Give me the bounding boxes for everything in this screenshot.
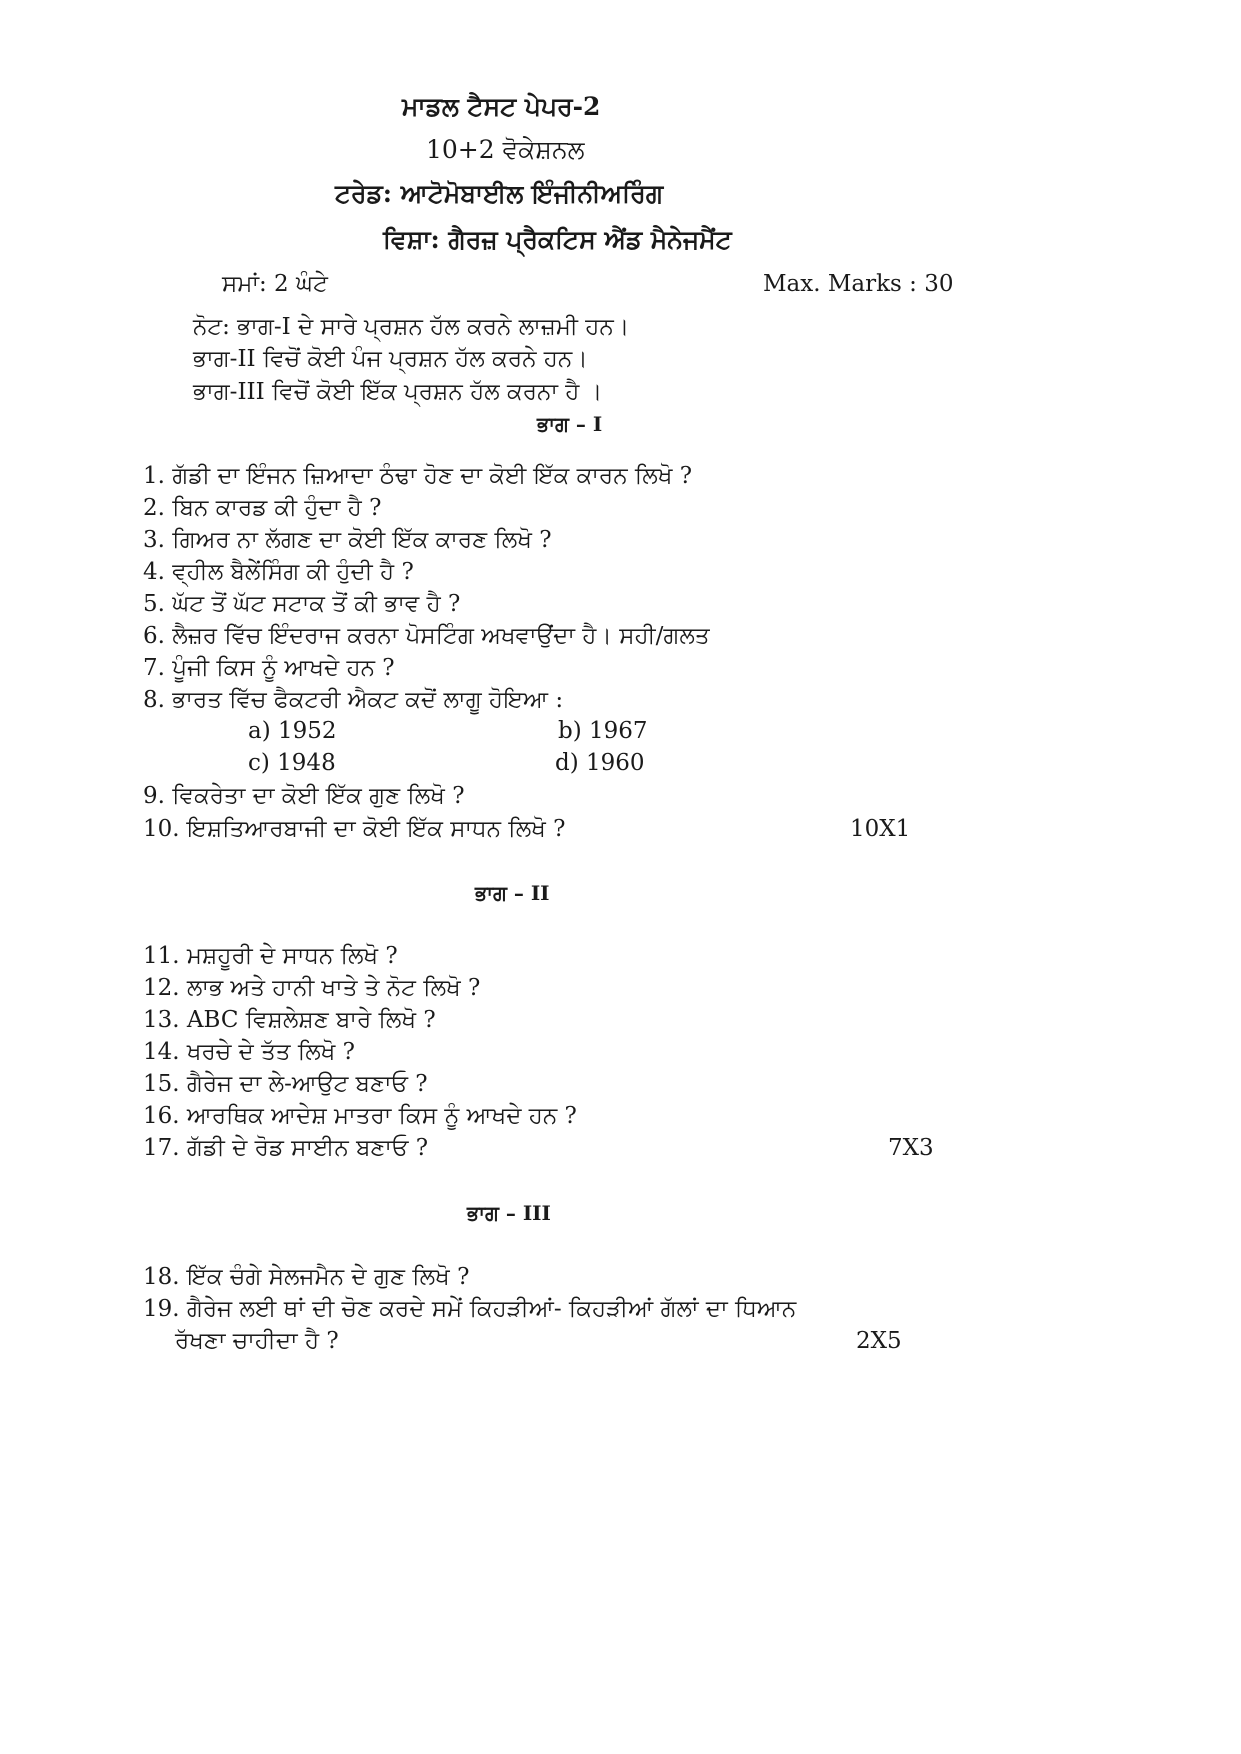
note-line-3: ਭਾਗ-III ਵਿਚੋਂ ਕੋਈ ਇੱਕ ਪ੍ਰਸ਼ਨ ਹੱਲ ਕਰਨਾ ਹੈ । <box>193 379 603 405</box>
question-7: 7. ਪੂੰਜੀ ਕਿਸ ਨੂੰ ਆਖਦੇ ਹਨ ? <box>143 655 395 681</box>
paper-title: ਮਾਡਲ ਟੈਸਟ ਪੇਪਰ-2 <box>402 92 601 121</box>
question-15: 15. ਗੈਰੇਜ ਦਾ ਲੇ-ਆਉਟ ਬਣਾਓ ? <box>143 1071 428 1097</box>
note-line-2: ਭਾਗ-II ਵਿਚੋਂ ਕੋਈ ਪੰਜ ਪ੍ਰਸ਼ਨ ਹੱਲ ਕਰਨੇ ਹਨ। <box>193 346 588 372</box>
max-marks: Max. Marks : 30 <box>763 271 954 297</box>
question-19-continuation: ਰੱਖਣਾ ਚਾਹੀਦਾ ਹੈ ? <box>175 1328 339 1354</box>
option-b: b) 1967 <box>558 718 648 744</box>
section-heading-part-3: ਭਾਗ – III <box>467 1201 551 1225</box>
section-heading-part-1: ਭਾਗ – I <box>537 412 603 436</box>
question-12: 12. ਲਾਭ ਅਤੇ ਹਾਨੀ ਖਾਤੇ ਤੇ ਨੋਟ ਲਿਖੋ ? <box>143 975 481 1001</box>
question-9: 9. ਵਿਕਰੇਤਾ ਦਾ ਕੋਈ ਇੱਕ ਗੁਣ ਲਿਖੋ ? <box>143 783 465 809</box>
question-5: 5. ਘੱਟ ਤੋਂ ਘੱਟ ਸਟਾਕ ਤੋਂ ਕੀ ਭਾਵ ਹੈ ? <box>143 591 461 617</box>
note-line-1: ਨੋਟ: ਭਾਗ-I ਦੇ ਸਾਰੇ ਪ੍ਰਸ਼ਨ ਹੱਲ ਕਰਨੇ ਲਾਜ਼ਮੀ ਹਨ। <box>193 314 630 340</box>
question-13: 13. ABC ਵਿਸ਼ਲੇਸ਼ਣ ਬਾਰੇ ਲਿਖੋ ? <box>143 1007 436 1033</box>
part-1-marks: 10X1 <box>850 816 911 842</box>
question-6: 6. ਲੈਜ਼ਰ ਵਿੱਚ ਇੰਦਰਾਜ ਕਰਨਾ ਪੋਸਟਿੰਗ ਅਖਵਾਉਂਦਾ ਹੈ। ਸਹੀ/ਗਲਤ <box>143 623 710 649</box>
question-19: 19. ਗੈਰੇਜ ਲਈ ਥਾਂ ਦੀ ਚੋਣ ਕਰਦੇ ਸਮੇਂ ਕਿਹੜੀਆਂ- ਕਿਹੜੀਆਂ ਗੱਲਾਂ ਦਾ ਧਿਆਨ <box>143 1296 797 1322</box>
question-4: 4. ਵ੍ਹੀਲ ਬੈਲੇਂਸਿੰਗ ਕੀ ਹੁੰਦੀ ਹੈ ? <box>143 559 414 585</box>
question-8: 8. ਭਾਰਤ ਵਿੱਚ ਫੈਕਟਰੀ ਐਕਟ ਕਦੋਂ ਲਾਗੂ ਹੋਇਆ : <box>143 687 564 713</box>
time-allowed: ਸਮਾਂ: 2 ਘੰਟੇ <box>222 271 328 297</box>
question-18: 18. ਇੱਕ ਚੰਗੇ ਸੇਲਜਮੈਨ ਦੇ ਗੁਣ ਲਿਖੋ ? <box>143 1264 470 1290</box>
class-line: 10+2 ਵੋਕੇਸ਼ਨਲ <box>426 135 585 164</box>
option-c: c) 1948 <box>248 750 336 776</box>
question-2: 2. ਬਿਨ ਕਾਰਡ ਕੀ ਹੁੰਦਾ ਹੈ ? <box>143 495 382 521</box>
option-d: d) 1960 <box>555 750 645 776</box>
subject-line: ਵਿਸ਼ਾ: ਗੈਰਜ਼ ਪ੍ਰੈਕਟਿਸ ਐਂਡ ਮੈਨੇਜਮੈਂਟ <box>383 225 732 254</box>
question-1: 1. ਗੱਡੀ ਦਾ ਇੰਜਨ ਜ਼ਿਆਦਾ ਠੰਢਾ ਹੋਣ ਦਾ ਕੋਈ ਇੱਕ ਕਾਰਨ ਲਿਖੋ ? <box>143 463 693 489</box>
question-10: 10. ਇਸ਼ਤਿਆਰਬਾਜੀ ਦਾ ਕੋਈ ਇੱਕ ਸਾਧਨ ਲਿਖੋ ? <box>143 816 566 842</box>
option-a: a) 1952 <box>248 718 337 744</box>
part-2-marks: 7X3 <box>888 1135 934 1161</box>
question-3: 3. ਗਿਅਰ ਨਾ ਲੱਗਣ ਦਾ ਕੋਈ ਇੱਕ ਕਾਰਣ ਲਿਖੋ ? <box>143 527 552 553</box>
question-11: 11. ਮਸ਼ਹੂਰੀ ਦੇ ਸਾਧਨ ਲਿਖੋ ? <box>143 943 398 969</box>
trade-line: ਟਰੇਡ: ਆਟੋਮੋਬਾਈਲ ਇੰਜੀਨੀਅਰਿੰਗ <box>335 179 664 208</box>
question-17: 17. ਗੱਡੀ ਦੇ ਰੋਡ ਸਾਈਨ ਬਣਾਓ ? <box>143 1135 429 1161</box>
question-16: 16. ਆਰਥਿਕ ਆਦੇਸ਼ ਮਾਤਰਾ ਕਿਸ ਨੂੰ ਆਖਦੇ ਹਨ ? <box>143 1103 577 1129</box>
section-heading-part-2: ਭਾਗ – II <box>475 881 550 905</box>
question-14: 14. ਖਰਚੇ ਦੇ ਤੱਤ ਲਿਖੋ ? <box>143 1039 356 1065</box>
part-3-marks: 2X5 <box>856 1328 902 1354</box>
